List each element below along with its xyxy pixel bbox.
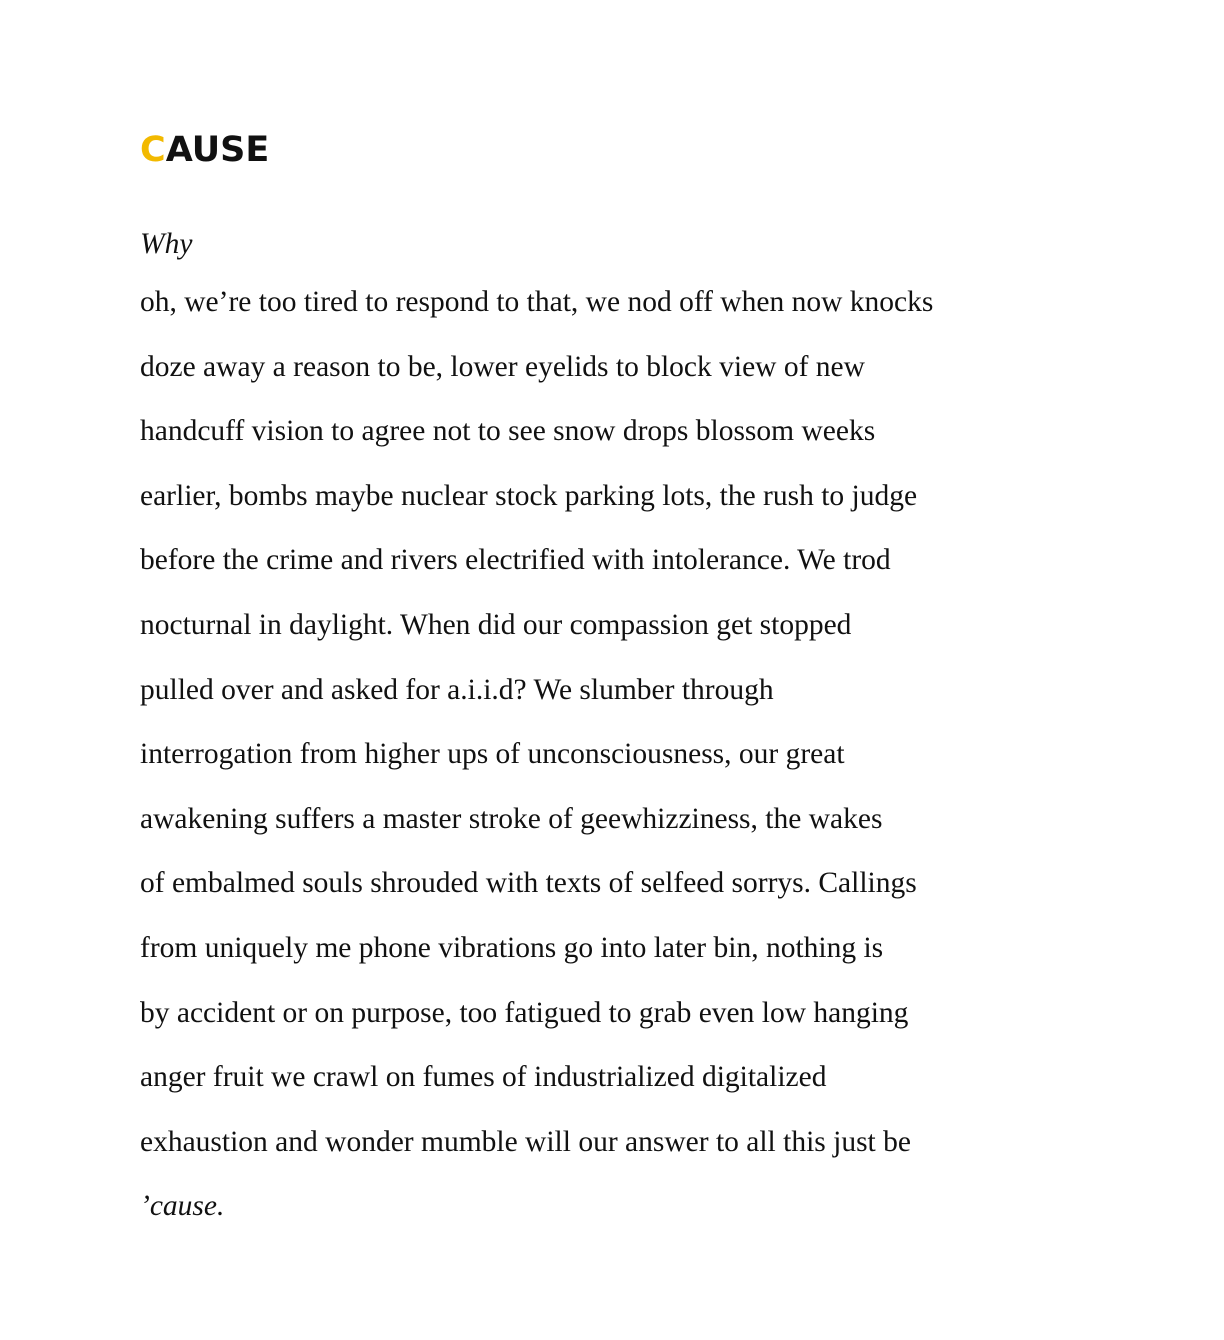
- poem-line: nocturnal in daylight. When did our compassion get stopped: [140, 608, 852, 641]
- poem-body: [140, 220, 1140, 1247]
- poem-line: by accident or on purpose, too fatigued to grab even low hanging: [140, 996, 909, 1029]
- title-initial-letter: C: [140, 130, 166, 170]
- poem-line: pulled over and asked for a.i.i.d? We slumber through: [140, 673, 774, 706]
- poem-line: from uniquely me phone vibrations go into later bin, nothing is: [140, 931, 884, 964]
- poem-line: earlier, bombs maybe nuclear stock parking lots, the rush to judge: [140, 479, 918, 512]
- poem-opening-line: Why: [140, 228, 193, 260]
- poem-title: [140, 124, 269, 176]
- poem-line: doze away a reason to be, lower eyelids to block view of new: [140, 350, 865, 383]
- poem-line: interrogation from higher ups of unconsciousness, our great: [140, 738, 845, 771]
- poem-closing-line: ’cause.: [140, 1190, 225, 1223]
- poem-line: oh, we’re too tired to respond to that, we nod off when now knocks: [140, 286, 934, 318]
- poem-line: handcuff vision to agree not to see snow drops blossom weeks: [140, 415, 876, 448]
- poem-line: anger fruit we crawl on fumes of industrialized digitalized: [140, 1061, 827, 1094]
- poem-line: awakening suffers a master stroke of geewhizziness, the wakes: [140, 802, 883, 835]
- poem-line: exhaustion and wonder mumble will our answer to all this just be: [140, 1125, 911, 1158]
- title-rest: AUSE: [165, 130, 270, 170]
- poem-line: before the crime and rivers electrified with intolerance. We trod: [140, 544, 891, 577]
- poem-line: of embalmed souls shrouded with texts of selfeed sorrys. Callings: [140, 867, 917, 900]
